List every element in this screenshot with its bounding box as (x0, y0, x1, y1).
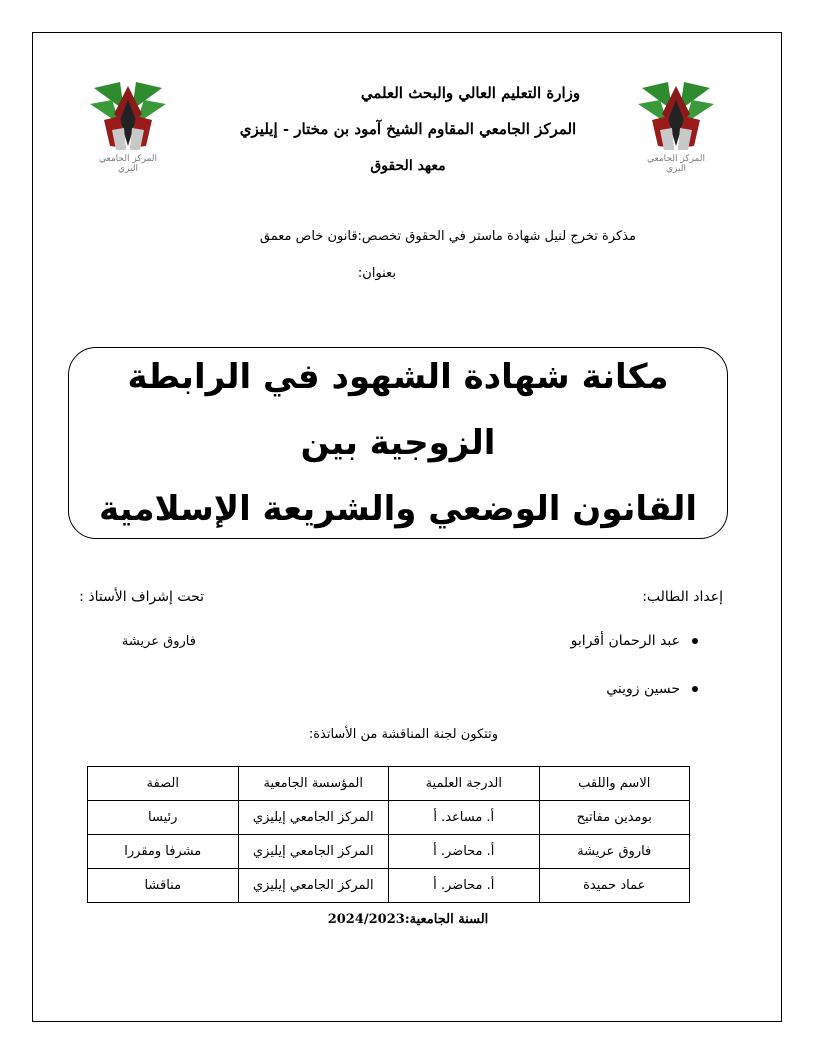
table-cell: فاروق عريشة (539, 835, 690, 869)
academic-year: السنة الجامعية:2024/2023 (327, 912, 489, 927)
column-header: المؤسسة الجامعية (238, 767, 389, 801)
logo-caption: المركز الجامعي اليزي (647, 154, 705, 174)
center-name: المركز الجامعي المقاوم الشيخ آمود بن مختار - إيليزي (239, 120, 577, 138)
table-cell: بومدين مفاتيح (539, 801, 690, 835)
table-cell: المركز الجامعي إيليزي (238, 869, 389, 903)
table-cell: أ. محاضر. أ (389, 835, 540, 869)
student-name: حسين زويني (606, 681, 680, 697)
prepared-by-label: إعداد الطالب: (642, 589, 723, 605)
table-cell: مناقشا (88, 869, 239, 903)
student-item (571, 633, 698, 649)
institute-name: معهد الحقوق (370, 158, 446, 174)
memo-description: مذكرة تخرج لنيل شهادة ماستر في الحقوق تخصص:قانون خاص معمق (259, 229, 636, 244)
table-cell: المركز الجامعي إيليزي (238, 835, 389, 869)
thesis-title-line-2: القانون الوضعي والشريعة الإسلامية (98, 489, 698, 529)
jury-table (87, 766, 690, 903)
bullet-icon (692, 686, 698, 692)
supervisor-label: تحت إشراف الأستاذ : (79, 589, 204, 605)
student-item (606, 681, 698, 697)
title-label: بعنوان: (357, 266, 396, 281)
student-name: عبد الرحمان أقرابو (570, 633, 680, 649)
table-row (88, 869, 690, 903)
table-cell: المركز الجامعي إيليزي (238, 801, 389, 835)
column-header: الصفة (88, 767, 239, 801)
column-header: الدرجة العلمية (389, 767, 540, 801)
thesis-title-line-1: مكانة شهادة الشهود في الرابطة الزوجية بين (127, 357, 669, 463)
committee-label: وتتكون لجنة المناقشة من الأساتذة: (308, 727, 498, 742)
ministry-name: وزارة التعليم العالي والبحث العلمي (360, 84, 581, 102)
table-cell: مشرفا ومقررا (88, 835, 239, 869)
table-cell: رئيسا (88, 801, 239, 835)
table-cell: عماد حميدة (539, 869, 690, 903)
table-cell: أ. مساعد. أ (389, 801, 540, 835)
table-row (88, 801, 690, 835)
table-header-row (88, 767, 690, 801)
bullet-icon (692, 638, 698, 644)
supervisor-name: فاروق عريشة (121, 634, 196, 649)
thesis-title-box (68, 347, 728, 539)
table-row (88, 835, 690, 869)
column-header: الاسم واللقب (539, 767, 690, 801)
logo-caption: المركز الجامعي اليزي (99, 154, 157, 174)
table-cell: أ. محاضر. أ (389, 869, 540, 903)
